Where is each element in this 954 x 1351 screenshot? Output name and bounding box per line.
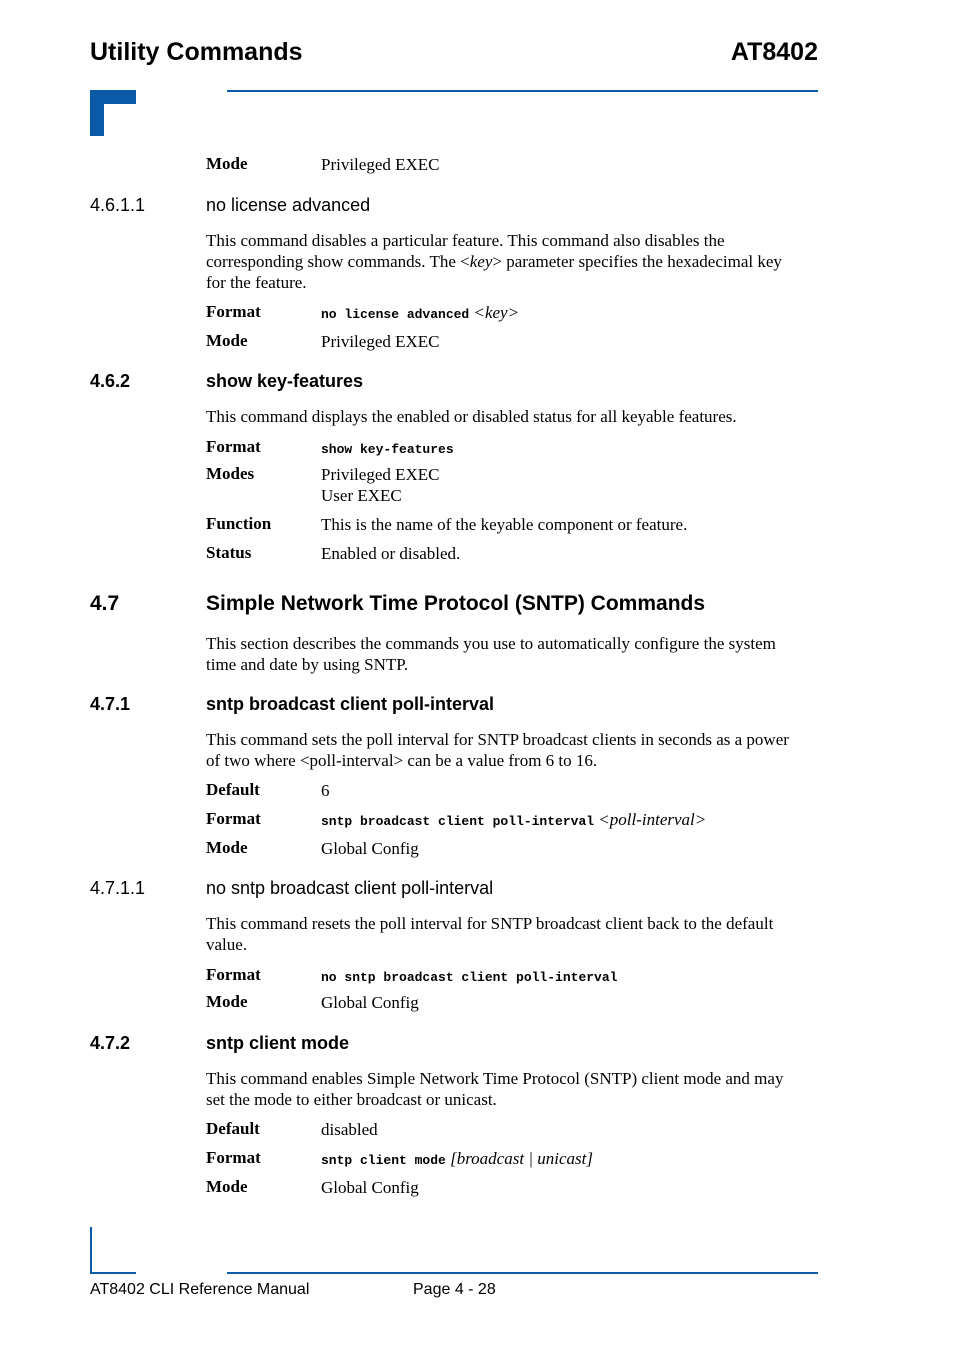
format-value: no sntp broadcast client poll-interval <box>321 970 618 985</box>
section-title: sntp client mode <box>206 1033 350 1053</box>
function-value: This is the name of the keyable component or feature. <box>321 515 688 534</box>
section-number: 4.6.1.1 <box>90 195 146 215</box>
footer-manual-title: AT8402 CLI Reference Manual <box>90 1281 310 1298</box>
status-value: Enabled or disabled. <box>321 544 461 563</box>
section-title: show key-features <box>206 371 364 391</box>
format-value: sntp broadcast client poll-interval <poll-interval> <box>321 810 707 829</box>
footer-page-number: Page 4 - 28 <box>413 1281 496 1298</box>
format-label: Format <box>206 809 261 828</box>
mode-value: Global Config <box>321 839 419 858</box>
function-label: Function <box>206 514 272 533</box>
paragraph: This command disables a particular feature. This command also disables the corresponding show commands. The <key> parameter specifies the hexadecimal key for the feature. <box>206 231 782 292</box>
format-value: no license advanced <key> <box>321 303 520 322</box>
default-label: Default <box>206 780 260 799</box>
mode-value: Privileged EXEC <box>321 332 440 351</box>
default-value: disabled <box>321 1120 378 1139</box>
default-value: 6 <box>321 781 330 800</box>
mode-value: Privileged EXEC <box>321 155 440 174</box>
mode-value: Global Config <box>321 1178 419 1197</box>
format-label: Format <box>206 437 261 456</box>
section-number: 4.7.2 <box>90 1033 131 1053</box>
header-title: Utility Commands <box>90 38 303 66</box>
modes-value: Privileged EXEC User EXEC <box>321 465 440 505</box>
section-number: 4.6.2 <box>90 371 131 391</box>
footer-rule <box>227 1272 818 1274</box>
paragraph: This section describes the commands you use to automatically configure the system time and date by using SNTP. <box>206 634 776 674</box>
chapter-number: 4.7 <box>90 592 120 615</box>
default-label: Default <box>206 1119 260 1138</box>
paragraph: This command resets the poll interval for SNTP broadcast client back to the default value. <box>206 914 774 954</box>
chapter-title: Simple Network Time Protocol (SNTP) Commands <box>206 592 706 615</box>
format-label: Format <box>206 965 261 984</box>
corner-bracket-icon <box>90 90 136 136</box>
section-title: no sntp broadcast client poll-interval <box>206 878 494 898</box>
paragraph: This command enables Simple Network Time Protocol (SNTP) client mode and may set the mode to either broadcast or unicast. <box>206 1069 784 1109</box>
modes-label: Modes <box>206 464 255 483</box>
mode-value: Global Config <box>321 993 419 1012</box>
format-label: Format <box>206 1148 261 1167</box>
mode-label: Mode <box>206 154 248 173</box>
paragraph: This command displays the enabled or disabled status for all keyable features. <box>206 407 737 426</box>
format-value: sntp client mode [broadcast | unicast] <box>321 1149 593 1168</box>
section-title: no license advanced <box>206 195 371 215</box>
section-number: 4.7.1.1 <box>90 878 146 898</box>
status-label: Status <box>206 543 252 562</box>
mode-label: Mode <box>206 838 248 857</box>
section-number: 4.7.1 <box>90 694 131 714</box>
format-value: show key-features <box>321 442 454 457</box>
header-rule <box>227 90 818 92</box>
mode-label: Mode <box>206 1177 248 1196</box>
header-product: AT8402 <box>730 38 818 66</box>
section-title: sntp broadcast client poll-interval <box>206 694 495 714</box>
paragraph: This command sets the poll interval for SNTP broadcast clients in seconds as a power of two where <poll-interval> can be a value from 6 to 16. <box>206 730 789 770</box>
format-label: Format <box>206 302 261 321</box>
footer-bracket-icon <box>90 1227 136 1274</box>
mode-label: Mode <box>206 992 248 1011</box>
mode-label: Mode <box>206 331 248 350</box>
